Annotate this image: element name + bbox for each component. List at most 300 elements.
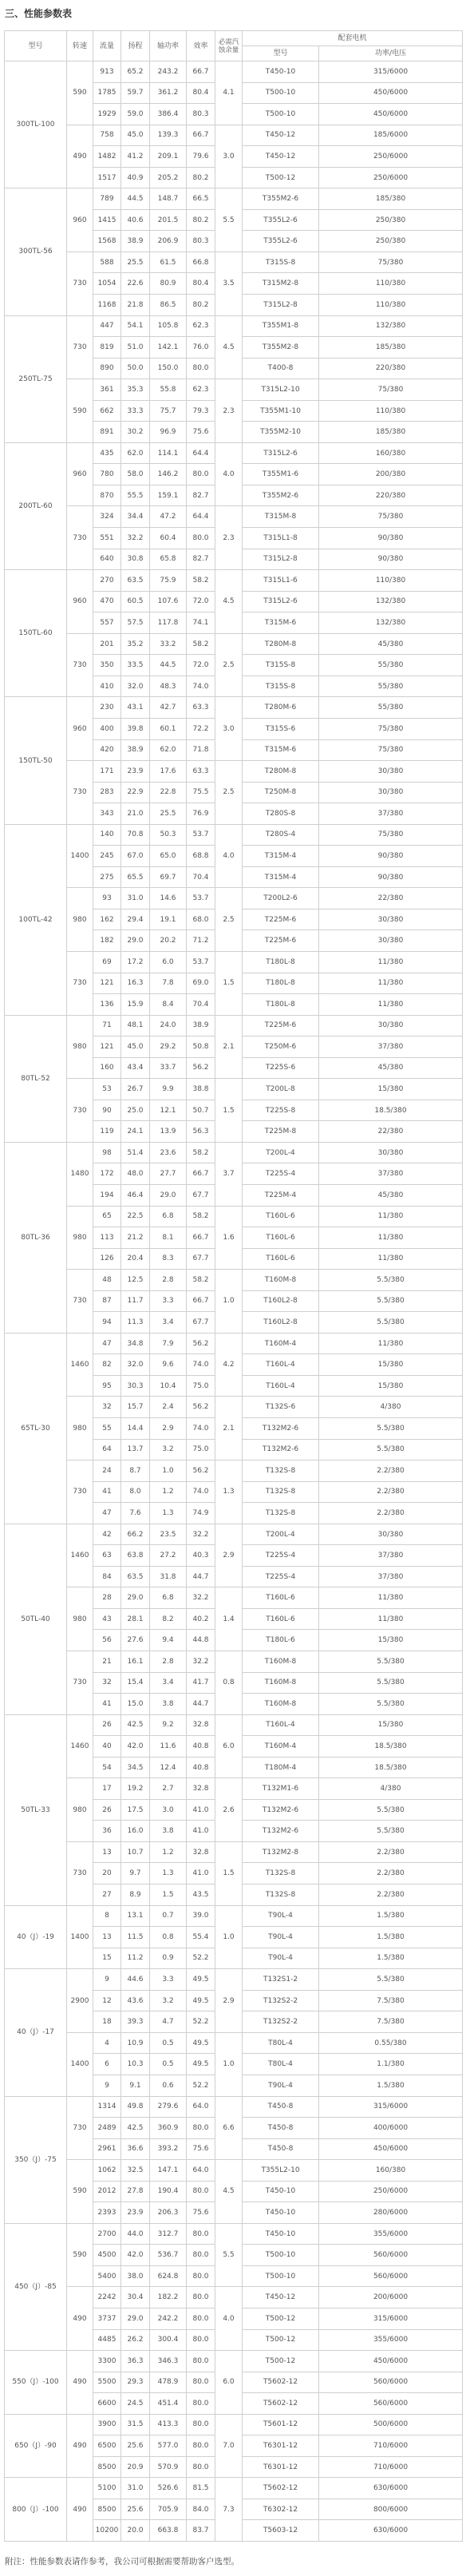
- flow-cell: 5500: [93, 2372, 121, 2393]
- flow-cell: 4: [93, 2032, 121, 2054]
- speed-cell: 730: [67, 2096, 93, 2160]
- flow-cell: 98: [93, 1142, 121, 1163]
- shaft-power-cell: 0.7: [150, 1905, 187, 1927]
- head-cell: 11.3: [121, 1312, 150, 1334]
- head-cell: 44.6: [121, 1969, 150, 1991]
- model-cell: 300TL-56: [5, 188, 67, 315]
- motor-power-cell: 55/380: [319, 655, 463, 676]
- motor-power-cell: 110/380: [319, 273, 463, 295]
- speed-cell: 730: [67, 1270, 93, 1334]
- efficiency-cell: 50.8: [187, 1036, 215, 1058]
- motor-power-cell: 5.5/380: [319, 1969, 463, 1991]
- motor-power-cell: 800/6000: [319, 2499, 463, 2520]
- flow-cell: 119: [93, 1121, 121, 1143]
- head-cell: 25.6: [121, 2499, 150, 2520]
- motor-power-cell: 75/380: [319, 739, 463, 761]
- efficiency-cell: 74.0: [187, 676, 215, 697]
- motor-model-cell: T132S-8: [243, 1460, 319, 1482]
- motor-model-cell: T315L2-8: [243, 549, 319, 570]
- efficiency-cell: 80.0: [187, 2372, 215, 2393]
- head-cell: 27.6: [121, 1630, 150, 1651]
- head-cell: 32.2: [121, 528, 150, 549]
- head-cell: 20.4: [121, 1248, 150, 1270]
- efficiency-cell: 56.3: [187, 1121, 215, 1143]
- motor-power-cell: 75/380: [319, 718, 463, 739]
- efficiency-cell: 75.6: [187, 2202, 215, 2224]
- efficiency-cell: 32.8: [187, 1778, 215, 1800]
- table-row: [5, 379, 463, 401]
- motor-model-cell: T225M-6: [243, 909, 319, 930]
- head-cell: 63.8: [121, 1545, 150, 1567]
- speed-cell: 490: [67, 2287, 93, 2351]
- shaft-power-cell: 663.8: [150, 2520, 187, 2542]
- flow-cell: 8500: [93, 2456, 121, 2478]
- efficiency-cell: 67.7: [187, 1248, 215, 1270]
- table-row: [5, 2287, 463, 2308]
- flow-cell: 789: [93, 188, 121, 210]
- efficiency-cell: 44.7: [187, 1566, 215, 1587]
- head-cell: 43.6: [121, 1990, 150, 2011]
- shaft-power-cell: 206.3: [150, 2202, 187, 2224]
- motor-power-cell: 18.5/380: [319, 1100, 463, 1121]
- table-row: [5, 1015, 463, 1036]
- motor-model-cell: T315L2-8: [243, 295, 319, 316]
- efficiency-cell: 50.7: [187, 1100, 215, 1121]
- motor-model-cell: T355M2-6: [243, 188, 319, 210]
- efficiency-cell: 58.2: [187, 570, 215, 592]
- head-cell: 44.0: [121, 2223, 150, 2245]
- head-cell: 51.0: [121, 337, 150, 359]
- shaft-power-cell: 205.2: [150, 167, 187, 188]
- flow-cell: 69: [93, 951, 121, 973]
- motor-model-cell: T450-12: [243, 125, 319, 146]
- efficiency-cell: 53.7: [187, 824, 215, 846]
- shaft-power-cell: 20.2: [150, 930, 187, 952]
- npsh-cell: 2.9: [215, 1969, 243, 2033]
- motor-model-cell: T500-12: [243, 2308, 319, 2329]
- shaft-power-cell: 182.2: [150, 2287, 187, 2308]
- motor-power-cell: 11/380: [319, 973, 463, 994]
- flow-cell: 1568: [93, 231, 121, 252]
- motor-model-cell: T225S-8: [243, 1100, 319, 1121]
- flow-cell: 48: [93, 1270, 121, 1291]
- motor-model-cell: T132S-8: [243, 1503, 319, 1524]
- motor-model-cell: T132M2-6: [243, 1418, 319, 1440]
- head-cell: 34.4: [121, 506, 150, 528]
- efficiency-cell: 75.6: [187, 422, 215, 443]
- head-cell: 33.3: [121, 400, 150, 422]
- flow-cell: 93: [93, 888, 121, 910]
- table-row: [5, 570, 463, 592]
- motor-model-cell: T315L2-6: [243, 442, 319, 464]
- flow-cell: 56: [93, 1630, 121, 1651]
- speed-cell: 980: [67, 1015, 93, 1079]
- header-shaft-power: 轴功率: [150, 31, 187, 61]
- shaft-power-cell: 139.3: [150, 125, 187, 146]
- motor-model-cell: T450-10: [243, 2223, 319, 2245]
- shaft-power-cell: 3.4: [150, 1672, 187, 1694]
- motor-model-cell: T355M2-6: [243, 485, 319, 506]
- flow-cell: 194: [93, 1184, 121, 1206]
- model-cell: 200TL-60: [5, 442, 67, 569]
- head-cell: 11.2: [121, 1948, 150, 1969]
- table-row: [5, 1841, 463, 1863]
- speed-cell: 960: [67, 697, 93, 761]
- flow-cell: 26: [93, 1714, 121, 1736]
- head-cell: 65.5: [121, 866, 150, 888]
- efficiency-cell: 40.8: [187, 1736, 215, 1758]
- motor-model-cell: T450-8: [243, 2118, 319, 2139]
- npsh-cell: 4.5: [215, 315, 243, 379]
- flow-cell: 324: [93, 506, 121, 528]
- efficiency-cell: 41.0: [187, 1821, 215, 1842]
- flow-cell: 890: [93, 358, 121, 379]
- shaft-power-cell: 0.5: [150, 2054, 187, 2075]
- shaft-power-cell: 75.7: [150, 400, 187, 422]
- head-cell: 25.6: [121, 2435, 150, 2457]
- motor-power-cell: 22/380: [319, 888, 463, 910]
- efficiency-cell: 80.3: [187, 104, 215, 125]
- shaft-power-cell: 1.5: [150, 1884, 187, 1906]
- shaft-power-cell: 346.3: [150, 2351, 187, 2372]
- motor-model-cell: T200L-4: [243, 1142, 319, 1163]
- motor-model-cell: T355M2-10: [243, 422, 319, 443]
- head-cell: 45.0: [121, 1036, 150, 1058]
- flow-cell: 41: [93, 1481, 121, 1503]
- shaft-power-cell: 2.4: [150, 1397, 187, 1418]
- flow-cell: 5400: [93, 2265, 121, 2287]
- shaft-power-cell: 60.4: [150, 528, 187, 549]
- efficiency-cell: 41.7: [187, 1672, 215, 1694]
- motor-model-cell: T160M-4: [243, 1333, 319, 1354]
- motor-power-cell: 4/380: [319, 1397, 463, 1418]
- npsh-cell: 1.0: [215, 1905, 243, 1969]
- motor-power-cell: 1.1/380: [319, 2054, 463, 2075]
- motor-model-cell: T5602-12: [243, 2478, 319, 2499]
- header-motor-model: 型号: [243, 46, 319, 61]
- motor-model-cell: T315M2-8: [243, 273, 319, 295]
- table-row: [5, 1079, 463, 1100]
- motor-power-cell: 2.2/380: [319, 1863, 463, 1884]
- shaft-power-cell: 705.9: [150, 2499, 187, 2520]
- shaft-power-cell: 1.2: [150, 1481, 187, 1503]
- shaft-power-cell: 209.1: [150, 146, 187, 168]
- motor-power-cell: 11/380: [319, 994, 463, 1016]
- head-cell: 46.4: [121, 1184, 150, 1206]
- efficiency-cell: 69.0: [187, 973, 215, 994]
- motor-model-cell: T180L-8: [243, 994, 319, 1016]
- motor-power-cell: 11/380: [319, 1227, 463, 1249]
- flow-cell: 27: [93, 1884, 121, 1906]
- head-cell: 23.9: [121, 2202, 150, 2224]
- shaft-power-cell: 9.9: [150, 1079, 187, 1100]
- header-motor-power: 功率/电压: [319, 46, 463, 61]
- flow-cell: 121: [93, 1036, 121, 1058]
- efficiency-cell: 62.3: [187, 315, 215, 337]
- head-cell: 15.7: [121, 1397, 150, 1418]
- flow-cell: 17: [93, 1778, 121, 1800]
- head-cell: 11.5: [121, 1927, 150, 1948]
- efficiency-cell: 41.0: [187, 1863, 215, 1884]
- motor-power-cell: 15/380: [319, 1630, 463, 1651]
- shaft-power-cell: 29.2: [150, 1036, 187, 1058]
- shaft-power-cell: 3.2: [150, 1990, 187, 2011]
- speed-cell: 1400: [67, 1905, 93, 1969]
- head-cell: 22.6: [121, 273, 150, 295]
- efficiency-cell: 58.2: [187, 1270, 215, 1291]
- table-row: [5, 824, 463, 846]
- efficiency-cell: 55.4: [187, 1927, 215, 1948]
- npsh-cell: 2.5: [215, 633, 243, 697]
- motor-power-cell: 560/6000: [319, 2245, 463, 2266]
- head-cell: 59.7: [121, 82, 150, 104]
- head-cell: 43.1: [121, 697, 150, 719]
- table-row: [5, 2351, 463, 2372]
- table-row: [5, 1142, 463, 1163]
- shaft-power-cell: 50.3: [150, 824, 187, 846]
- efficiency-cell: 80.0: [187, 2118, 215, 2139]
- efficiency-cell: 52.2: [187, 2011, 215, 2033]
- motor-model-cell: T200L2-6: [243, 888, 319, 910]
- shaft-power-cell: 1.2: [150, 1841, 187, 1863]
- efficiency-cell: 80.0: [187, 2308, 215, 2329]
- flow-cell: 400: [93, 718, 121, 739]
- table-row: [5, 1905, 463, 1927]
- head-cell: 30.8: [121, 549, 150, 570]
- head-cell: 31.0: [121, 2478, 150, 2499]
- efficiency-cell: 72.0: [187, 591, 215, 612]
- head-cell: 38.0: [121, 2265, 150, 2287]
- motor-power-cell: 90/380: [319, 846, 463, 867]
- shaft-power-cell: 206.9: [150, 231, 187, 252]
- efficiency-cell: 71.8: [187, 739, 215, 761]
- npsh-cell: 1.4: [215, 1587, 243, 1651]
- model-cell: 80TL-36: [5, 1142, 67, 1333]
- speed-cell: 730: [67, 633, 93, 697]
- head-cell: 40.6: [121, 209, 150, 231]
- motor-model-cell: T160L-6: [243, 1227, 319, 1249]
- efficiency-cell: 74.1: [187, 612, 215, 634]
- shaft-power-cell: 2.9: [150, 1418, 187, 1440]
- flow-cell: 55: [93, 1418, 121, 1440]
- head-cell: 32.0: [121, 1354, 150, 1376]
- flow-cell: 2012: [93, 2181, 121, 2202]
- motor-power-cell: 45/380: [319, 1057, 463, 1079]
- header-motor-group: 配套电机: [243, 31, 463, 46]
- efficiency-cell: 80.3: [187, 231, 215, 252]
- motor-model-cell: T280M-8: [243, 633, 319, 655]
- shaft-power-cell: 11.6: [150, 1736, 187, 1758]
- flow-cell: 447: [93, 315, 121, 337]
- shaft-power-cell: 386.4: [150, 104, 187, 125]
- motor-model-cell: T355M2-8: [243, 337, 319, 359]
- npsh-cell: 7.0: [215, 2414, 243, 2478]
- flow-cell: 245: [93, 846, 121, 867]
- motor-model-cell: T200L-8: [243, 1079, 319, 1100]
- flow-cell: 1314: [93, 2096, 121, 2118]
- motor-model-cell: T160L2-8: [243, 1290, 319, 1312]
- speed-cell: 490: [67, 125, 93, 188]
- motor-power-cell: 315/6000: [319, 61, 463, 83]
- motor-model-cell: T450-12: [243, 2287, 319, 2308]
- speed-cell: 1460: [67, 1524, 93, 1587]
- motor-power-cell: 55/380: [319, 676, 463, 697]
- motor-model-cell: T450-8: [243, 2096, 319, 2118]
- motor-model-cell: T500-12: [243, 2351, 319, 2372]
- shaft-power-cell: 526.6: [150, 2478, 187, 2499]
- shaft-power-cell: 393.2: [150, 2138, 187, 2160]
- motor-power-cell: 75/380: [319, 252, 463, 273]
- head-cell: 15.0: [121, 1694, 150, 1715]
- motor-model-cell: T225S-6: [243, 1057, 319, 1079]
- header-efficiency: 效率: [187, 31, 215, 61]
- flow-cell: 662: [93, 400, 121, 422]
- shaft-power-cell: 3.3: [150, 1290, 187, 1312]
- flow-cell: 12: [93, 1990, 121, 2011]
- flow-cell: 4485: [93, 2329, 121, 2351]
- motor-model-cell: T132S1-2: [243, 1969, 319, 1991]
- efficiency-cell: 66.7: [187, 61, 215, 83]
- flow-cell: 5100: [93, 2478, 121, 2499]
- motor-power-cell: 22/380: [319, 1121, 463, 1143]
- motor-power-cell: 18.5/380: [319, 1757, 463, 1778]
- motor-model-cell: T6301-12: [243, 2435, 319, 2457]
- flow-cell: 283: [93, 782, 121, 803]
- flow-cell: 42: [93, 1524, 121, 1545]
- npsh-cell: 7.3: [215, 2478, 243, 2542]
- motor-model-cell: T132M2-6: [243, 1439, 319, 1460]
- flow-cell: 8500: [93, 2499, 121, 2520]
- table-row: [5, 951, 463, 973]
- motor-power-cell: 560/6000: [319, 2265, 463, 2287]
- motor-power-cell: 75/380: [319, 506, 463, 528]
- motor-power-cell: 30/380: [319, 1015, 463, 1036]
- motor-power-cell: 710/6000: [319, 2456, 463, 2478]
- shaft-power-cell: 3.4: [150, 1312, 187, 1334]
- motor-model-cell: T355M1-10: [243, 400, 319, 422]
- shaft-power-cell: 62.0: [150, 739, 187, 761]
- efficiency-cell: 80.0: [187, 464, 215, 485]
- motor-power-cell: 250/6000: [319, 2181, 463, 2202]
- flow-cell: 15: [93, 1948, 121, 1969]
- head-cell: 57.5: [121, 612, 150, 634]
- speed-cell: 730: [67, 1079, 93, 1143]
- speed-cell: 730: [67, 951, 93, 1015]
- head-cell: 13.7: [121, 1439, 150, 1460]
- efficiency-cell: 40.2: [187, 1608, 215, 1630]
- efficiency-cell: 32.2: [187, 1524, 215, 1545]
- speed-cell: 730: [67, 506, 93, 570]
- head-cell: 48.1: [121, 1015, 150, 1036]
- motor-power-cell: 1.5/380: [319, 1905, 463, 1927]
- motor-power-cell: 11/380: [319, 1248, 463, 1270]
- shaft-power-cell: 9.2: [150, 1714, 187, 1736]
- npsh-cell: 4.0: [215, 2287, 243, 2351]
- efficiency-cell: 76.0: [187, 337, 215, 359]
- efficiency-cell: 66.7: [187, 1227, 215, 1249]
- speed-cell: 1480: [67, 1142, 93, 1206]
- head-cell: 62.0: [121, 442, 150, 464]
- efficiency-cell: 52.2: [187, 2075, 215, 2096]
- flow-cell: 136: [93, 994, 121, 1016]
- efficiency-cell: 80.4: [187, 273, 215, 295]
- head-cell: 14.4: [121, 1418, 150, 1440]
- efficiency-cell: 52.2: [187, 1948, 215, 1969]
- table-row: [5, 1969, 463, 1991]
- npsh-cell: 2.5: [215, 888, 243, 952]
- shaft-power-cell: 536.7: [150, 2245, 187, 2266]
- motor-power-cell: 55/380: [319, 697, 463, 719]
- efficiency-cell: 80.0: [187, 2351, 215, 2372]
- efficiency-cell: 74.0: [187, 1418, 215, 1440]
- npsh-cell: 1.0: [215, 2032, 243, 2096]
- motor-model-cell: T6301-12: [243, 2456, 319, 2478]
- head-cell: 51.4: [121, 1142, 150, 1163]
- motor-power-cell: 280/6000: [319, 2202, 463, 2224]
- motor-power-cell: 185/380: [319, 188, 463, 210]
- motor-power-cell: 15/380: [319, 1079, 463, 1100]
- table-row: [5, 1206, 463, 1227]
- motor-power-cell: 5.5/380: [319, 1651, 463, 1673]
- head-cell: 29.0: [121, 930, 150, 952]
- efficiency-cell: 81.5: [187, 2478, 215, 2499]
- table-row: [5, 1270, 463, 1291]
- head-cell: 30.3: [121, 1375, 150, 1397]
- motor-power-cell: 132/380: [319, 315, 463, 337]
- motor-model-cell: T225S-4: [243, 1163, 319, 1185]
- head-cell: 8.0: [121, 1481, 150, 1503]
- table-row: [5, 633, 463, 655]
- npsh-cell: 6.0: [215, 2351, 243, 2415]
- speed-cell: 1400: [67, 824, 93, 888]
- motor-model-cell: T90L-4: [243, 1927, 319, 1948]
- flow-cell: 172: [93, 1163, 121, 1185]
- motor-model-cell: T315M-4: [243, 866, 319, 888]
- flow-cell: 32: [93, 1397, 121, 1418]
- motor-model-cell: T132M2-8: [243, 1841, 319, 1863]
- motor-power-cell: 220/380: [319, 358, 463, 379]
- motor-model-cell: T355L2-6: [243, 209, 319, 231]
- table-row: [5, 1333, 463, 1354]
- motor-power-cell: 450/6000: [319, 104, 463, 125]
- efficiency-cell: 79.6: [187, 146, 215, 168]
- head-cell: 41.2: [121, 146, 150, 168]
- shaft-power-cell: 27.2: [150, 1545, 187, 1567]
- head-cell: 9.1: [121, 2075, 150, 2096]
- shaft-power-cell: 148.7: [150, 188, 187, 210]
- head-cell: 31.0: [121, 888, 150, 910]
- head-cell: 49.8: [121, 2096, 150, 2118]
- efficiency-cell: 70.4: [187, 994, 215, 1016]
- head-cell: 65.2: [121, 61, 150, 83]
- flow-cell: 870: [93, 485, 121, 506]
- motor-power-cell: 37/380: [319, 1163, 463, 1185]
- shaft-power-cell: 159.1: [150, 485, 187, 506]
- motor-power-cell: 630/6000: [319, 2478, 463, 2499]
- motor-power-cell: 250/6000: [319, 167, 463, 188]
- flow-cell: 640: [93, 549, 121, 570]
- head-cell: 8.7: [121, 1460, 150, 1482]
- efficiency-cell: 53.7: [187, 888, 215, 910]
- shaft-power-cell: 10.4: [150, 1375, 187, 1397]
- motor-model-cell: T225M-6: [243, 930, 319, 952]
- model-cell: 150TL-60: [5, 570, 67, 697]
- shaft-power-cell: 360.9: [150, 2118, 187, 2139]
- motor-power-cell: 5.5/380: [319, 1312, 463, 1334]
- efficiency-cell: 80.0: [187, 358, 215, 379]
- head-cell: 8.9: [121, 1884, 150, 1906]
- shaft-power-cell: 2.8: [150, 1270, 187, 1291]
